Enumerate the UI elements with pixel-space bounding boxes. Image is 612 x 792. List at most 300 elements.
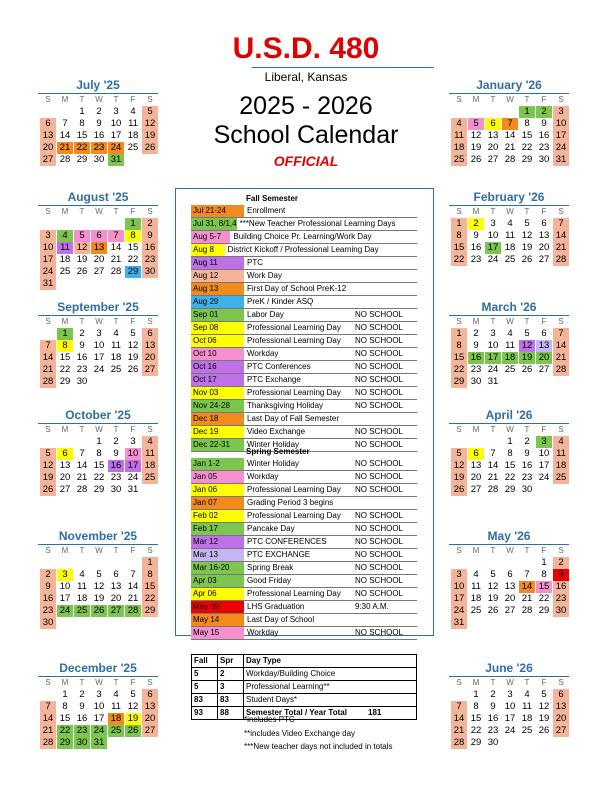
day-cell: 23 <box>142 254 158 266</box>
day-cell: 1 <box>57 328 73 340</box>
event-row <box>191 413 417 426</box>
event-row <box>191 588 417 601</box>
day-cell: 22 <box>538 593 550 604</box>
city-name: Liberal, Kansas <box>264 70 348 84</box>
event-note: NO SCHOOL <box>355 362 404 371</box>
day-cell: 15 <box>521 130 533 141</box>
event-row <box>191 218 417 231</box>
event-date: Aug 13 <box>191 283 244 295</box>
day-cell: 25 <box>521 725 533 736</box>
event-row <box>191 601 417 614</box>
day-cell: 20 <box>110 593 122 604</box>
event-row <box>191 575 417 588</box>
day-cell: 27 <box>504 605 516 616</box>
day-cell: 18 <box>521 713 533 724</box>
weekday-header: M <box>472 95 480 104</box>
empty-day-cell <box>57 218 73 230</box>
day-cell: 14 <box>59 130 71 141</box>
event-description: Professional Learning Day <box>247 589 341 598</box>
day-cell: 15 <box>470 713 482 724</box>
weekday-header: M <box>61 207 69 216</box>
weekday-header: S <box>558 207 564 216</box>
day-cell: 4 <box>553 436 569 448</box>
event-note <box>372 231 417 243</box>
event-note: NO SCHOOL <box>355 524 404 533</box>
day-cell: 2 <box>79 689 85 700</box>
event-description: PTC <box>247 258 263 267</box>
event-row <box>191 257 417 270</box>
day-type: Workday/Building Choice <box>244 668 417 680</box>
day-cell: 3 <box>57 569 73 581</box>
event-description: Work Day <box>247 271 282 280</box>
day-cell: 24 <box>57 605 73 617</box>
month-february-2026 <box>449 190 569 266</box>
weekday-header: S <box>456 678 462 687</box>
weekday-header: T <box>79 207 85 216</box>
day-cell: 1 <box>62 689 68 700</box>
day-cell: 21 <box>487 472 499 483</box>
day-cell: 19 <box>487 593 499 604</box>
day-cell: 19 <box>470 142 482 153</box>
day-cell: 5 <box>524 218 530 229</box>
day-cell: 15 <box>59 352 71 363</box>
event-date: Dec 18 <box>191 413 244 425</box>
day-cell: 19 <box>40 472 56 484</box>
day-cell: 11 <box>111 701 121 712</box>
month-day-grid <box>40 94 158 166</box>
day-cell: 5 <box>490 569 496 580</box>
weekday-header: T <box>113 207 119 216</box>
day-cell: 3 <box>40 230 56 242</box>
event-description: Professional Learning Day <box>247 323 341 332</box>
day-cell: 11 <box>77 581 87 592</box>
event-description: Professional Learning Day <box>247 511 341 520</box>
day-cell: 27 <box>553 725 569 737</box>
day-cell: 7 <box>108 230 124 242</box>
day-cell: 1 <box>142 557 158 569</box>
event-note: NO SCHOOL <box>355 388 404 397</box>
day-cell: 26 <box>521 254 533 265</box>
day-cell: 8 <box>541 569 547 580</box>
day-cell: 19 <box>521 242 533 253</box>
month-june-2026 <box>449 661 569 749</box>
weekday-header: F <box>541 678 547 687</box>
weekday-header: T <box>490 425 496 434</box>
day-cell: 28 <box>487 484 499 495</box>
day-cell: 6 <box>553 689 569 701</box>
day-cell: 25 <box>451 154 467 166</box>
day-cell: 14 <box>519 581 535 593</box>
day-cell: 17 <box>59 593 71 604</box>
month-day-grid <box>40 677 158 749</box>
day-cell: 9 <box>79 340 85 351</box>
day-cell: 20 <box>93 254 105 265</box>
day-cell: 30 <box>74 737 90 749</box>
month-day-grid <box>40 316 158 388</box>
day-cell: 23 <box>521 472 533 483</box>
weekday-header: M <box>472 546 480 555</box>
day-cell: 6 <box>485 118 501 130</box>
empty-day-cell <box>108 218 124 230</box>
month-day-grid <box>451 545 569 629</box>
day-cell: 26 <box>76 266 88 277</box>
day-cell: 19 <box>519 352 535 364</box>
weekday-header: F <box>130 678 136 687</box>
day-cell: 24 <box>538 472 550 483</box>
weekday-header: S <box>558 317 564 326</box>
day-cell: 20 <box>536 352 552 364</box>
day-cell: 15 <box>504 460 516 471</box>
day-cell: 10 <box>487 230 499 241</box>
day-cell: 17 <box>553 130 569 142</box>
weekday-header: M <box>61 95 69 104</box>
day-cell: 11 <box>505 230 515 241</box>
day-cell: 4 <box>507 328 513 339</box>
empty-day-cell <box>108 557 124 569</box>
day-cell: 19 <box>538 713 550 724</box>
day-cell: 26 <box>125 725 141 737</box>
event-note: NO SCHOOL <box>355 401 404 410</box>
day-cell: 27 <box>538 364 550 375</box>
day-cell: 17 <box>40 254 56 266</box>
day-cell: 17 <box>93 713 105 724</box>
weekday-header: S <box>45 207 51 216</box>
day-cell: 26 <box>127 364 139 375</box>
day-cell: 29 <box>451 376 467 388</box>
empty-day-cell <box>485 557 501 569</box>
weekday-header: W <box>506 546 514 555</box>
day-cell: 17 <box>125 460 141 472</box>
event-date: May 15 <box>191 627 244 639</box>
day-cell: 9 <box>40 581 56 593</box>
weekday-header: W <box>506 207 514 216</box>
event-note: NO SCHOOL <box>355 537 404 546</box>
event-note <box>355 270 417 282</box>
month-august-2025 <box>38 190 158 290</box>
day-cell: 14 <box>76 460 88 471</box>
event-note <box>396 218 417 230</box>
day-cell: 26 <box>142 142 158 154</box>
event-description: Winter Holiday <box>247 440 300 449</box>
event-date: Aug 12 <box>191 270 244 282</box>
day-cell: 25 <box>74 605 90 617</box>
spring-count: 83 <box>218 694 244 706</box>
spring-events <box>191 446 417 640</box>
day-cell: 29 <box>142 605 158 617</box>
month-title: February '26 <box>449 190 569 206</box>
day-cell: 29 <box>125 266 141 278</box>
day-cell: 24 <box>487 364 499 375</box>
day-cell: 18 <box>502 352 518 364</box>
event-description: Spring Break <box>247 563 294 572</box>
day-cell: 24 <box>40 266 56 278</box>
day-cell: 3 <box>451 569 467 581</box>
day-cell: 1 <box>473 689 479 700</box>
month-day-grid <box>40 424 158 496</box>
day-cell: 10 <box>93 340 105 351</box>
month-day-grid <box>451 677 569 749</box>
event-note <box>355 413 417 425</box>
day-cell: 1 <box>541 557 547 568</box>
weekday-header: F <box>130 317 136 326</box>
day-cell: 3 <box>536 436 552 448</box>
empty-day-cell <box>485 106 501 118</box>
day-cell: 7 <box>502 118 518 130</box>
day-cell: 12 <box>521 230 533 241</box>
day-cell: 8 <box>79 118 85 129</box>
day-cell: 9 <box>473 230 479 241</box>
day-cell: 8 <box>473 701 479 712</box>
weekday-header: T <box>524 678 530 687</box>
day-cell: 2 <box>524 436 530 447</box>
day-cell: 13 <box>59 460 71 471</box>
day-cell: 23 <box>470 364 482 375</box>
day-cell: 19 <box>125 713 141 725</box>
day-cell: 2 <box>142 218 158 230</box>
event-description: Video Exchange <box>247 427 306 436</box>
empty-day-cell <box>74 557 90 569</box>
weekday-header: W <box>95 95 103 104</box>
day-cell: 22 <box>451 254 467 266</box>
empty-day-cell <box>451 689 467 701</box>
event-date: Mar 12 <box>191 536 244 548</box>
day-cell: 27 <box>142 725 158 737</box>
day-cell: 4 <box>524 689 530 700</box>
day-cell: 21 <box>504 142 516 153</box>
event-date: Jul 31, 8/1,4 <box>193 219 237 228</box>
event-note: NO SCHOOL <box>355 511 404 520</box>
month-title: November '25 <box>38 529 158 545</box>
day-cell: 29 <box>76 154 88 165</box>
day-cell: 18 <box>59 254 71 265</box>
month-title: May '26 <box>449 529 569 545</box>
event-note: NO SCHOOL <box>355 375 404 384</box>
event-description: PTC Exchange <box>247 375 301 384</box>
event-row <box>191 387 417 400</box>
day-cell: 9 <box>79 701 85 712</box>
year-total: 181 <box>368 708 382 717</box>
day-cell: 16 <box>142 242 158 254</box>
empty-day-cell <box>91 218 107 230</box>
day-cell: 30 <box>76 376 88 387</box>
event-date: Dec 22-31 <box>191 439 244 451</box>
weekday-header: W <box>95 546 103 555</box>
day-cell: 21 <box>553 242 569 254</box>
event-note: NO SCHOOL <box>355 576 404 585</box>
day-cell: 13 <box>91 242 107 254</box>
day-cell: 7 <box>451 701 467 713</box>
day-cell: 2 <box>79 328 85 339</box>
day-cell: 26 <box>487 605 499 616</box>
day-cell: 11 <box>142 448 158 460</box>
day-cell: 14 <box>40 713 56 725</box>
day-cell: 2 <box>553 557 569 569</box>
day-cell: 31 <box>553 154 569 166</box>
event-row <box>191 309 417 322</box>
day-cell: 3 <box>130 436 136 447</box>
event-note <box>355 497 417 509</box>
day-cell: 26 <box>521 364 533 375</box>
empty-day-cell <box>40 106 56 118</box>
day-cell: 19 <box>127 352 139 363</box>
weekday-header: T <box>79 317 85 326</box>
event-description: Pancake Day <box>247 524 295 533</box>
day-cell: 24 <box>91 725 107 737</box>
day-cell: 18 <box>553 460 569 472</box>
day-cell: 6 <box>541 328 547 339</box>
day-cell: 12 <box>127 701 139 712</box>
day-cell: 29 <box>521 154 533 165</box>
day-cell: 24 <box>108 142 124 154</box>
weekday-header: T <box>79 546 85 555</box>
day-cell: 21 <box>553 352 569 364</box>
day-cell: 12 <box>519 340 535 352</box>
weekday-header: S <box>147 207 153 216</box>
event-row <box>191 510 417 523</box>
day-cell: 25 <box>553 472 569 484</box>
month-december-2025 <box>38 661 158 749</box>
day-cell: 8 <box>125 230 141 242</box>
day-cell: 14 <box>451 713 467 725</box>
day-cell: 1 <box>96 436 102 447</box>
month-day-grid <box>451 94 569 166</box>
day-cell: 30 <box>538 154 550 165</box>
day-cell: 29 <box>538 605 550 616</box>
day-cell: 31 <box>108 154 124 166</box>
day-cell: 14 <box>553 340 569 352</box>
event-row <box>191 484 417 497</box>
day-cell: 9 <box>473 340 479 351</box>
day-cell: 3 <box>553 106 569 118</box>
day-cell: 6 <box>113 569 119 580</box>
day-cell: 25 <box>59 266 71 277</box>
spring-event-list <box>191 458 417 640</box>
weekday-header: F <box>541 207 547 216</box>
empty-day-cell <box>40 436 56 448</box>
event-note <box>355 614 417 626</box>
day-cell: 3 <box>507 689 513 700</box>
day-cell: 3 <box>490 328 496 339</box>
day-cell: 13 <box>110 581 122 592</box>
empty-day-cell <box>502 106 518 118</box>
day-cell: 21 <box>57 142 73 154</box>
empty-day-cell <box>468 106 484 118</box>
day-cell: 14 <box>127 581 139 592</box>
day-cell: 18 <box>142 460 158 472</box>
day-cell: 16 <box>108 460 124 472</box>
day-cell: 19 <box>76 254 88 265</box>
day-cell: 31 <box>40 278 56 290</box>
weekday-header: T <box>490 317 496 326</box>
footnote-new-teacher: ***New teacher days not included in totals <box>244 742 393 751</box>
event-note: NO SCHOOL <box>355 459 404 468</box>
day-cell: 25 <box>110 364 122 375</box>
day-cell: 27 <box>538 254 550 265</box>
weekday-header: T <box>113 317 119 326</box>
event-description: Thanksgiving Holiday <box>247 401 324 410</box>
weekday-header: W <box>95 207 103 216</box>
event-row <box>191 322 417 335</box>
day-cell: 23 <box>91 142 107 154</box>
day-cell: 10 <box>93 701 105 712</box>
event-row <box>191 523 417 536</box>
day-cell: 7 <box>553 328 569 340</box>
event-description: PTC Conferences <box>247 362 311 371</box>
day-cell: 12 <box>40 460 56 472</box>
day-cell: 7 <box>40 340 56 352</box>
day-cell: 22 <box>57 725 73 737</box>
weekday-header: T <box>113 95 119 104</box>
month-september-2025 <box>38 300 158 388</box>
day-cell: 1 <box>125 218 141 230</box>
event-description: Workday <box>247 472 279 481</box>
weekday-header: T <box>490 95 496 104</box>
day-cell: 3 <box>490 218 496 229</box>
event-row <box>191 497 417 510</box>
day-cell: 1 <box>79 106 85 117</box>
day-cell: 4 <box>473 569 479 580</box>
day-cell: 9 <box>142 230 158 242</box>
day-cell: 4 <box>57 230 73 242</box>
day-cell: 15 <box>451 242 467 254</box>
day-cell: 25 <box>504 364 516 375</box>
month-title: September '25 <box>38 300 158 316</box>
day-cell: 4 <box>451 118 467 130</box>
day-cell: 14 <box>504 130 516 141</box>
day-cell: 31 <box>487 376 499 387</box>
month-title: January '26 <box>449 78 569 94</box>
day-cell: 17 <box>110 130 122 141</box>
day-cell: 28 <box>59 154 71 165</box>
totals-row <box>191 681 417 694</box>
day-cell: 28 <box>553 364 569 376</box>
month-may-2026 <box>449 529 569 629</box>
day-cell: 27 <box>470 484 482 495</box>
day-cell: 22 <box>59 364 71 375</box>
empty-day-cell <box>57 557 73 569</box>
day-cell: 30 <box>521 484 533 495</box>
event-row <box>191 335 417 348</box>
day-cell: 24 <box>451 605 467 617</box>
day-cell: 6 <box>40 118 56 130</box>
day-cell: 12 <box>93 581 105 592</box>
empty-day-cell <box>451 106 467 118</box>
event-date: Mar 16-20 <box>191 562 244 574</box>
weekday-header: W <box>506 425 514 434</box>
day-cell: 25 <box>108 725 124 737</box>
day-cell: 4 <box>507 218 513 229</box>
day-cell: 17 <box>538 460 550 471</box>
weekday-header: M <box>472 678 480 687</box>
event-description: Professional Learning Day <box>247 388 341 397</box>
empty-day-cell <box>485 436 501 448</box>
event-date: Oct 16 <box>191 361 244 373</box>
event-description: Enrollment <box>247 206 286 215</box>
day-cell: 30 <box>142 266 158 278</box>
day-cell: 22 <box>93 472 105 483</box>
month-title: October '25 <box>38 408 158 424</box>
day-cell: 5 <box>96 569 102 580</box>
event-note: NO SCHOOL <box>355 485 404 494</box>
event-row <box>191 458 417 471</box>
event-description: LHS Graduation <box>247 602 305 611</box>
day-cell: 20 <box>538 242 550 253</box>
day-cell: 17 <box>504 713 516 724</box>
event-description: Workday <box>247 628 279 637</box>
event-note: NO SCHOOL <box>355 628 404 637</box>
month-march-2026 <box>449 300 569 388</box>
day-cell: 13 <box>504 581 516 592</box>
